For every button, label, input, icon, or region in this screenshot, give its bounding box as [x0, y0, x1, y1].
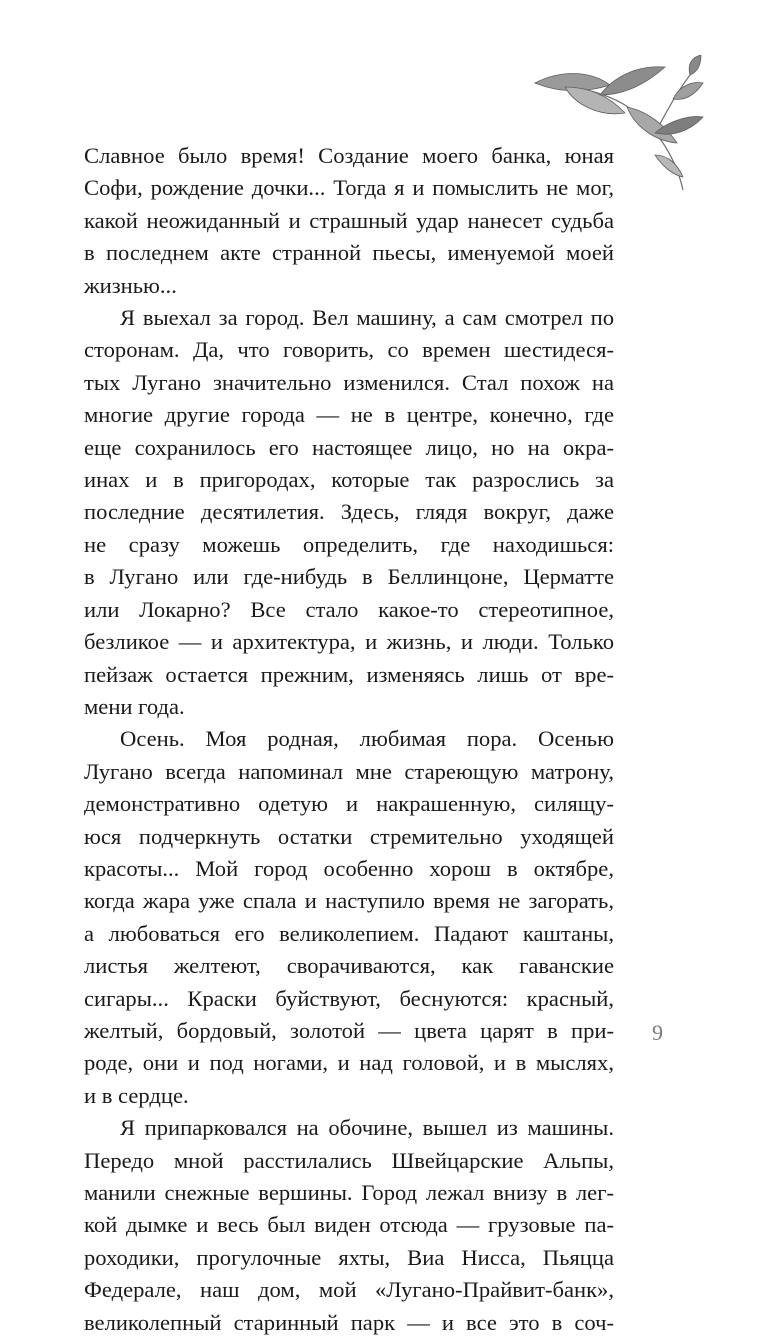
text-line: безликое — и архитектура, и жизнь, и люди. Только: [84, 629, 614, 655]
text-line: желтый, бордовый, золотой — цвета царят в при-: [84, 1017, 614, 1043]
page-number: 9: [652, 1020, 663, 1045]
text-line: еще сохранилось его настоящее лицо, но на окра-: [84, 434, 614, 460]
paragraph: [84, 140, 614, 302]
paragraph: [84, 1112, 614, 1339]
text-line: кой дымке и весь был виден отсюда — грузовые па-: [84, 1212, 614, 1238]
text-line: Федерале, наш дом, мой «Лугано-Прайвит-банк»,: [84, 1277, 614, 1303]
text-line: многие другие города — не в центре, конечно, где: [84, 402, 614, 428]
text-line: роходики, прогулочные яхты, Виа Нисса, Пьяцца: [84, 1244, 614, 1270]
text-line: и в сердце.: [84, 1082, 189, 1108]
text-line: Я припарковался на обочине, вышел из машины.: [120, 1115, 614, 1141]
text-line: Осень. Моя родная, любимая пора. Осенью: [120, 726, 614, 752]
text-line: Я выехал за город. Вел машину, а сам смотрел по: [120, 305, 614, 331]
text-line: Передо мной расстилались Швейцарские Альпы,: [84, 1147, 614, 1173]
text-line: демонстративно одетую и накрашенную, силящу-: [84, 791, 614, 817]
text-line: мени года.: [84, 693, 185, 719]
text-line: пейзаж остается прежним, изменяясь лишь от вре-: [84, 661, 614, 687]
text-line: инах и в пригородах, которые так разрослись за: [84, 467, 614, 493]
paragraph: [84, 302, 614, 723]
text-line: тых Лугано значительно изменился. Стал похож на: [84, 369, 614, 395]
text-line: когда жара уже спала и наступило время не загорать,: [84, 888, 614, 914]
text-line: роде, они и под ногами, и над головой, и в мыслях,: [84, 1050, 614, 1076]
paragraph: [84, 723, 614, 1112]
text-line: в Лугано или где-нибудь в Беллинцоне, Церматте: [84, 564, 614, 590]
text-line: юся подчеркнуть остатки стремительно уходящей: [84, 823, 614, 849]
text-line: последние десятилетия. Здесь, глядя вокруг, даже: [84, 499, 614, 525]
text-line: красоты... Мой город особенно хорош в октябре,: [84, 855, 614, 881]
body-text: [84, 140, 614, 1339]
text-line: сторонам. Да, что говорить, со времен шестидеся-: [84, 337, 614, 363]
text-line: а любоваться его великолепием. Падают каштаны,: [84, 920, 614, 946]
text-line: листья желтеют, сворачиваются, как гаванские: [84, 953, 614, 979]
text-line: Лугано всегда напоминал мне стареющую матрону,: [84, 758, 614, 784]
text-line: жизнью...: [84, 272, 177, 298]
text-line: или Локарно? Все стало какое-то стереотипное,: [84, 596, 614, 622]
text-line: Софи, рождение дочки... Тогда я и помыслить не мог,: [84, 175, 614, 201]
text-line: сигары... Краски буйствуют, беснуются: красный,: [84, 985, 614, 1011]
text-line: Славное было время! Создание моего банка, юная: [84, 143, 614, 168]
text-line: какой неожиданный и страшный удар нанесет судьба: [84, 207, 614, 233]
text-line: в последнем акте странной пьесы, именуемой моей: [84, 240, 614, 266]
text-line: манили снежные вершины. Город лежал внизу в лег-: [84, 1180, 614, 1205]
text-line: не сразу можешь определить, где находишься:: [84, 531, 614, 557]
text-line: великолепный старинный парк — и все это в соч-: [84, 1309, 614, 1335]
